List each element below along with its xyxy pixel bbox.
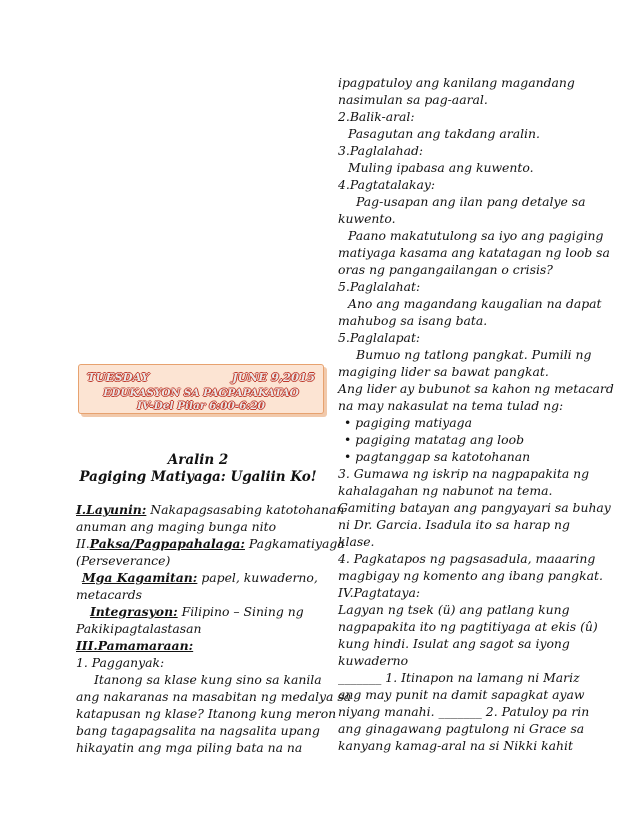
text-line: [338, 618, 598, 635]
line-text: na may nakasulat na tema tulad ng:: [338, 398, 564, 413]
line-label: Integrasyon:: [90, 604, 178, 619]
text-line: [338, 703, 590, 720]
text-line: [338, 193, 586, 210]
text-line: [338, 329, 578, 346]
text-line: [338, 312, 578, 329]
line-text: hikayatin ang mga piling bata na na: [76, 740, 303, 755]
line-text: Pagkamatiyaga: [244, 536, 345, 551]
banner-day: TUESDAY: [87, 370, 150, 384]
line-label: Mga Kagamitan:: [82, 570, 198, 585]
line-text: ang ginagawang pagtulong ni Grace sa: [338, 721, 585, 736]
line-text: Ano ang magandang kaugalian na dapat: [348, 296, 602, 311]
line-prefix: II.: [76, 536, 90, 551]
line-text: • pagiging matiyaga: [344, 415, 472, 430]
text-line: [76, 569, 316, 586]
text-line: [338, 278, 578, 295]
text-line: [338, 108, 578, 125]
line-text: 5.Paglalapat:: [338, 330, 421, 345]
line-text: kung hindi. Isulat ang sagot sa iyong: [338, 636, 570, 651]
text-line: [338, 499, 611, 516]
line-text: Gamiting batayan ang pangyayari sa buhay: [338, 500, 611, 515]
line-text: 5.Paglalahat:: [338, 279, 421, 294]
line-text: Ang lider ay bubunot sa kahon ng metacard: [338, 381, 614, 396]
text-line: [76, 586, 316, 603]
text-line: [76, 552, 316, 569]
line-label: Paksa/Pagpapahalaga:: [89, 536, 245, 551]
banner-date: JUNE 9,2015: [232, 370, 315, 384]
text-line: [76, 671, 322, 688]
text-line: [338, 397, 578, 414]
text-line: [76, 722, 320, 739]
text-line: [338, 737, 578, 754]
line-text: nasimulan sa pag-aaral.: [338, 92, 488, 107]
text-line: [338, 601, 578, 618]
banner-section: IV-Del Pilar 6:00-6:20: [137, 400, 265, 412]
line-text: 3. Gumawa ng iskrip na nagpapakita ng: [338, 466, 590, 481]
text-line: [338, 652, 578, 669]
line-text: kahalagahan ng nabunot na tema.: [338, 483, 553, 498]
text-line: [338, 244, 610, 261]
text-line: [76, 518, 316, 535]
text-line: [338, 550, 596, 567]
line-text: mahubog sa isang bata.: [338, 313, 488, 328]
text-line: [76, 739, 316, 756]
text-line: [76, 637, 316, 654]
text-line: [76, 620, 316, 637]
text-line: [338, 125, 578, 142]
text-line: [338, 567, 603, 584]
text-line: [338, 346, 592, 363]
header-banner: [78, 364, 324, 414]
line-text: magiging lider sa bawat pangkat.: [338, 364, 549, 379]
line-text: _______ 1. Itinapon na lamang ni Mariz: [338, 670, 580, 685]
right-column: [338, 74, 614, 754]
text-line: [338, 295, 602, 312]
line-text: Pakikipagtalastasan: [76, 621, 202, 636]
left-column: [76, 501, 352, 756]
text-line: [338, 91, 578, 108]
line-text: Bumuo ng tatlong pangkat. Pumili ng: [356, 347, 592, 362]
line-text: anuman ang maging bunga nito: [76, 519, 277, 534]
line-text: 3.Paglalahad:: [338, 143, 424, 158]
line-text: magbigay ng komento ang ibang pangkat.: [338, 568, 603, 583]
line-text: IV.Pagtataya:: [338, 585, 421, 600]
text-line: [76, 688, 352, 705]
line-text: Paano makatutulong sa iyo ang pagiging: [348, 228, 604, 243]
line-text: bang tagapagsalita na nagsalita upang: [76, 723, 320, 738]
text-line: [338, 669, 578, 686]
line-text: Muling ipabasa ang kuwento.: [348, 160, 534, 175]
line-text: Pag-usapan ang ilan pang detalye sa: [356, 194, 586, 209]
line-text: niyang manahi. _______ 2. Patuloy pa rin: [338, 704, 590, 719]
text-line: [338, 448, 578, 465]
text-line: [338, 210, 578, 227]
line-text: ang may punit na damit sapagkat ayaw: [338, 687, 585, 702]
text-line: [338, 159, 578, 176]
line-text: 2.Balik-aral:: [338, 109, 415, 124]
text-line: [338, 465, 590, 482]
line-text: ang nakaranas na masabitan ng medalya sa: [76, 689, 352, 704]
line-text: katapusan ng klase? Itanong kung meron: [76, 706, 337, 721]
line-text: ni Dr. Garcia. Isadula ito sa harap ng: [338, 517, 570, 532]
text-line: [338, 720, 585, 737]
text-line: [338, 414, 578, 431]
text-line: [338, 516, 578, 533]
text-line: [338, 176, 578, 193]
text-line: [76, 654, 316, 671]
line-text: 1. Pagganyak:: [76, 655, 165, 670]
text-line: [76, 705, 337, 722]
lesson-number: Aralin 2: [167, 452, 229, 468]
line-text: oras ng pangangailangan o crisis?: [338, 262, 553, 277]
text-line: [338, 431, 578, 448]
line-text: (Perseverance): [76, 553, 171, 568]
text-line: [338, 380, 614, 397]
line-text: Filipino – Sining ng: [177, 604, 304, 619]
banner-subject: EDUKASYON SA PAGPAPAKATAO: [103, 387, 299, 399]
line-text: matiyaga kasama ang katatagan ng loob sa: [338, 245, 610, 260]
text-line: [338, 363, 578, 380]
line-text: kuwento.: [338, 211, 396, 226]
line-label: I.Layunin:: [76, 502, 147, 517]
line-text: kanyang kamag-aral na si Nikki kahit: [338, 738, 573, 753]
line-text: • pagtanggap sa katotohanan: [344, 449, 531, 464]
text-line: [76, 501, 345, 518]
line-text: Lagyan ng tsek (ü) ang patlang kung: [338, 602, 570, 617]
line-label: III.Pamamaraan:: [76, 638, 194, 653]
lesson-title: Pagiging Matiyaga: Ugaliin Ko!: [79, 469, 317, 485]
line-text: • pagiging matatag ang loob: [344, 432, 524, 447]
line-text: Nakapagsasabing katotohanan: [146, 502, 345, 517]
line-text: kuwaderno: [338, 653, 409, 668]
text-line: [338, 227, 604, 244]
line-text: ipagpatuloy ang kanilang magandang: [338, 75, 575, 90]
text-line: [338, 533, 578, 550]
text-line: [338, 482, 578, 499]
text-line: [338, 584, 578, 601]
text-line: [338, 142, 578, 159]
line-text: Pasagutan ang takdang aralin.: [348, 126, 540, 141]
text-line: [76, 535, 345, 552]
line-text: 4.Pagtatalakay:: [338, 177, 436, 192]
line-text: Itanong sa klase kung sino sa kanila: [94, 672, 322, 687]
line-text: 4. Pagkatapos ng pagsasadula, maaaring: [338, 551, 596, 566]
line-text: metacards: [76, 587, 142, 602]
line-text: papel, kuwaderno,: [197, 570, 318, 585]
text-line: [338, 635, 578, 652]
text-line: [338, 261, 578, 278]
text-line: [338, 74, 578, 91]
line-text: nagpapakita ito ng pagtitiyaga at ekis (û): [338, 619, 598, 634]
text-line: [76, 603, 316, 620]
text-line: [338, 686, 585, 703]
line-text: klase.: [338, 534, 375, 549]
